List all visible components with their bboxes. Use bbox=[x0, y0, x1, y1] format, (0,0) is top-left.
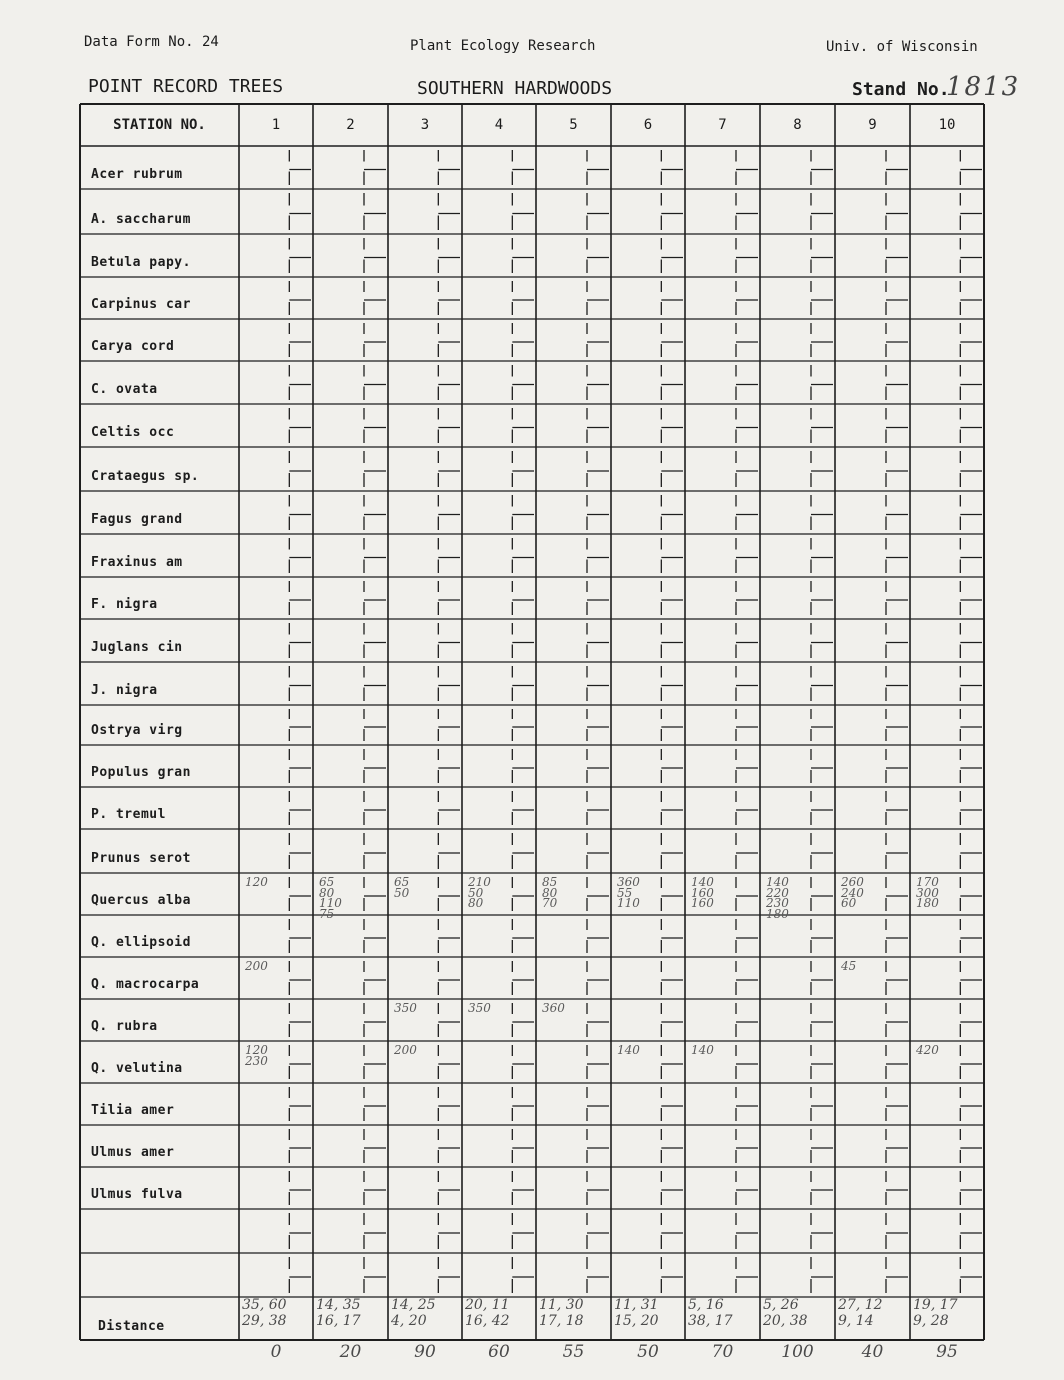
distance-sum: 60 bbox=[488, 1342, 510, 1362]
station-number: 9 bbox=[868, 117, 877, 133]
species-label: Acer rubrum bbox=[91, 167, 183, 182]
tree-entry: 120 230 bbox=[245, 1043, 268, 1068]
species-label: Q. macrocarpa bbox=[91, 977, 200, 992]
university: Univ. of Wisconsin bbox=[826, 39, 978, 55]
species-label: Tilia amer bbox=[91, 1103, 175, 1118]
station-number: 3 bbox=[420, 117, 430, 133]
species-label: Quercus alba bbox=[91, 893, 191, 908]
organization: Plant Ecology Research bbox=[410, 38, 596, 54]
station-number: 5 bbox=[569, 117, 578, 133]
distance-values: 27, 12 9, 14 bbox=[838, 1297, 883, 1329]
distance-sum: 20 bbox=[339, 1342, 362, 1362]
region-title: SOUTHERN HARDWOODS bbox=[417, 78, 613, 99]
species-label: J. nigra bbox=[91, 683, 158, 698]
station-number: 6 bbox=[643, 117, 653, 133]
species-label: Crataegus sp. bbox=[91, 469, 200, 484]
tree-entry: 200 bbox=[394, 1043, 417, 1057]
species-label: Fraxinus am bbox=[91, 555, 183, 570]
distance-values: 5, 16 38, 17 bbox=[688, 1297, 733, 1329]
species-label: Populus gran bbox=[91, 765, 191, 780]
tree-entry: 140 220 230 180 bbox=[766, 875, 789, 921]
species-label: Q. rubra bbox=[91, 1019, 158, 1034]
distance-values: 5, 26 20, 38 bbox=[763, 1297, 808, 1329]
species-label: Ulmus amer bbox=[91, 1145, 175, 1160]
species-label: Celtis occ bbox=[91, 425, 175, 440]
species-label: F. nigra bbox=[91, 597, 158, 612]
stand-number: 1813 bbox=[946, 72, 1021, 102]
distance-sum: 0 bbox=[270, 1342, 282, 1362]
distance-values: 35, 60 29, 38 bbox=[242, 1297, 287, 1329]
station-header: STATION NO. bbox=[113, 117, 206, 133]
distance-label: Distance bbox=[98, 1319, 165, 1334]
tree-entry: 140 160 160 bbox=[691, 875, 714, 910]
station-number: 1 bbox=[271, 117, 281, 133]
stand-label: Stand No. bbox=[852, 79, 950, 100]
tree-entry: 260 240 60 bbox=[841, 875, 864, 910]
distance-values: 20, 11 16, 42 bbox=[465, 1297, 510, 1329]
tree-entry: 140 bbox=[617, 1043, 640, 1057]
tree-entry: 420 bbox=[916, 1043, 939, 1057]
distance-sum: 100 bbox=[781, 1342, 814, 1362]
species-label: Fagus grand bbox=[91, 512, 183, 527]
station-number: 10 bbox=[938, 117, 956, 133]
distance-sum: 55 bbox=[562, 1342, 585, 1362]
tree-entry: 200 bbox=[245, 959, 268, 973]
distance-sum: 95 bbox=[936, 1342, 958, 1362]
distance-values: 11, 30 17, 18 bbox=[539, 1297, 584, 1329]
tree-entry: 360 bbox=[542, 1001, 565, 1015]
distance-values: 14, 35 16, 17 bbox=[316, 1297, 361, 1329]
species-label: Q. velutina bbox=[91, 1061, 183, 1076]
tree-entry: 360 55 110 bbox=[617, 875, 640, 910]
tree-entry: 210 50 80 bbox=[468, 875, 491, 910]
tree-entry: 45 bbox=[841, 959, 857, 973]
distance-values: 11, 31 15, 20 bbox=[614, 1297, 659, 1329]
station-number: 4 bbox=[494, 117, 504, 133]
distance-sum: 90 bbox=[414, 1342, 436, 1362]
species-label: Betula papy. bbox=[91, 255, 191, 270]
tree-entry: 170 300 180 bbox=[916, 875, 939, 910]
species-label: Carya cord bbox=[91, 339, 175, 354]
species-label: Carpinus car bbox=[91, 297, 191, 312]
tree-entry: 350 bbox=[468, 1001, 491, 1015]
form-number: Data Form No. 24 bbox=[84, 34, 219, 50]
species-label: Ostrya virg bbox=[91, 723, 183, 738]
distance-sum: 50 bbox=[637, 1342, 659, 1362]
tree-entry: 85 80 70 bbox=[542, 875, 558, 910]
tree-entry: 140 bbox=[691, 1043, 714, 1057]
species-label: C. ovata bbox=[91, 382, 158, 397]
record-type-title: POINT RECORD TREES bbox=[88, 76, 284, 97]
station-number: 8 bbox=[793, 117, 802, 133]
distance-sum: 70 bbox=[711, 1342, 734, 1362]
species-label: Juglans cin bbox=[91, 640, 183, 655]
distance-sum: 40 bbox=[861, 1342, 884, 1362]
station-number: 7 bbox=[718, 117, 727, 133]
distance-values: 14, 25 4, 20 bbox=[391, 1297, 436, 1329]
tree-entry: 65 50 bbox=[394, 875, 410, 900]
distance-values: 19, 17 9, 28 bbox=[913, 1297, 958, 1329]
species-label: Ulmus fulva bbox=[91, 1187, 183, 1202]
species-label: P. tremul bbox=[91, 807, 166, 822]
tree-entry: 350 bbox=[394, 1001, 417, 1015]
station-number: 2 bbox=[346, 117, 355, 133]
tree-entry: 120 bbox=[245, 875, 268, 889]
species-label: Prunus serot bbox=[91, 851, 191, 866]
species-label: A. saccharum bbox=[91, 212, 191, 227]
tree-entry: 65 80 110 75 bbox=[319, 875, 342, 921]
species-label: Q. ellipsoid bbox=[91, 935, 191, 950]
